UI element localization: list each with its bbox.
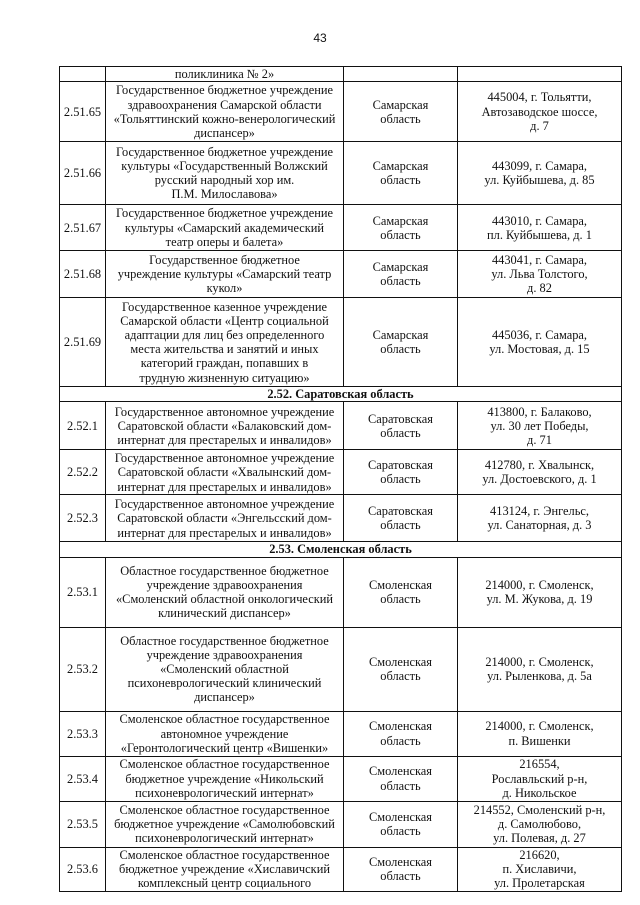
institution-name-line: автономное учреждение	[160, 726, 289, 741]
institution-name	[106, 450, 344, 495]
region-line: область	[380, 472, 421, 487]
table-row	[60, 627, 622, 711]
region	[344, 711, 458, 756]
region	[344, 495, 458, 542]
page-number: 43	[313, 31, 327, 45]
item-number: 2.53.6	[60, 847, 106, 891]
address-line: 445004, г. Тольятти,	[487, 90, 592, 105]
address-line: д. Самолюбово,	[497, 817, 582, 831]
region-line: область	[380, 111, 421, 126]
region-line: Смоленская	[369, 654, 432, 669]
table-row	[60, 251, 622, 298]
region-line: область	[380, 669, 421, 684]
institution-name	[106, 205, 344, 251]
registry-table	[59, 66, 622, 892]
institution-name-line: клинический диспансер»	[158, 606, 291, 621]
institution-name-line: психоневрологический интернат»	[135, 831, 314, 846]
table-row	[60, 557, 622, 627]
address-line: ул. Куйбышева, д. 85	[484, 173, 595, 188]
institution-name-line: Саратовской области «Хвалынский дом-	[117, 465, 332, 480]
institution-name-line: Смоленское областное государственное	[119, 712, 330, 727]
address	[458, 67, 622, 82]
address	[458, 402, 622, 450]
item-number: 2.53.4	[60, 756, 106, 801]
institution-name-line: «Геронтологический центр «Вишенки»	[120, 740, 329, 755]
item-number: 2.52.2	[60, 450, 106, 495]
institution-name-line: Государственное бюджетное	[149, 252, 300, 267]
item-number: 2.51.65	[60, 82, 106, 142]
address-line: Рославльский р-н,	[491, 771, 588, 786]
institution-name	[106, 82, 344, 142]
address-line: 443099, г. Самара,	[491, 159, 588, 173]
item-number: 2.51.68	[60, 251, 106, 298]
region	[344, 801, 458, 847]
region-line: область	[380, 518, 421, 533]
institution-name-line: учреждение здравоохранения	[146, 647, 303, 662]
item-number: 2.53.3	[60, 711, 106, 756]
institution-name-line: Смоленское областное государственное	[119, 802, 330, 817]
region	[344, 756, 458, 801]
institution-name-line: диспансер»	[194, 125, 255, 140]
address-line: ул. Рыленкова, д. 5а	[487, 669, 592, 684]
address-line: ул. 30 лет Победы,	[490, 418, 589, 433]
region-line: область	[380, 173, 421, 188]
institution-name-line: Областное государственное бюджетное	[120, 633, 329, 648]
address	[458, 142, 622, 205]
address	[458, 557, 622, 627]
address-line: 216554,	[519, 757, 560, 772]
region-line: Самарская	[372, 213, 429, 228]
institution-name-line: русский народный хор им.	[154, 173, 295, 188]
table-row	[60, 756, 622, 801]
institution-name-line: категорий граждан, попавших в	[140, 356, 309, 371]
region-line: Самарская	[372, 159, 429, 173]
address-line: ул. Достоевского, д. 1	[482, 472, 597, 487]
address-line: д. 71	[527, 433, 552, 447]
institution-name-line: интернат для престарелых и инвалидов»	[117, 479, 332, 494]
address-line: 216620,	[519, 847, 560, 862]
institution-name-line: диспансер»	[194, 690, 255, 705]
institution-name-line: места жительства и занятий и иных	[130, 342, 319, 357]
institution-name-line: бюджетное учреждение «Самолюбовский	[114, 817, 335, 831]
region-line: область	[380, 425, 421, 440]
institution-name-line: Государственное автономное учреждение	[114, 497, 335, 512]
institution-name	[106, 557, 344, 627]
table-row	[60, 495, 622, 542]
address-line: 445036, г. Самара,	[491, 328, 588, 342]
address-line: ул. Санаторная, д. 3	[487, 518, 592, 533]
item-number: 2.52.1	[60, 402, 106, 450]
address-line: д. 7	[530, 118, 549, 133]
institution-name	[106, 298, 344, 387]
institution-name-line: психоневрологический клинический	[127, 676, 322, 691]
item-number	[60, 67, 106, 82]
address-line: д. 82	[527, 281, 552, 296]
region-line: Саратовская	[368, 411, 433, 426]
institution-name-line: театр оперы и балета»	[165, 234, 284, 249]
institution-name-line: Государственное казенное учреждение	[122, 299, 327, 314]
region	[344, 402, 458, 450]
institution-name-line: учреждение здравоохранения	[146, 577, 303, 592]
institution-name-line: П.М. Милославова»	[171, 187, 278, 202]
address	[458, 298, 622, 387]
address-line: 214000, г. Смоленск,	[485, 719, 594, 734]
item-number: 2.51.69	[60, 298, 106, 387]
institution-name	[106, 711, 344, 756]
address-line: ул. Мостовая, д. 15	[489, 342, 590, 357]
institution-name-line: психоневрологический интернат»	[135, 785, 314, 800]
item-number: 2.52.3	[60, 495, 106, 542]
region-line: область	[380, 274, 421, 289]
region-line: Самарская	[372, 97, 429, 112]
section-row	[60, 542, 622, 557]
address	[458, 450, 622, 495]
region-line: область	[380, 592, 421, 607]
institution-name	[106, 847, 344, 891]
address-line: 214552, Смоленский р-н,	[473, 802, 606, 817]
institution-name-line: «Смоленский областной онкологический	[115, 592, 334, 607]
institution-name-line: трудную жизненную ситуацию»	[139, 370, 310, 385]
institution-name-line: здравоохранения Самарской области	[127, 97, 322, 112]
table-row	[60, 847, 622, 891]
address-line: п. Вишенки	[508, 733, 571, 748]
item-number: 2.53.2	[60, 627, 106, 711]
institution-name-line: Областное государственное бюджетное	[120, 563, 329, 578]
item-number: 2.53.5	[60, 801, 106, 847]
table-row	[60, 142, 622, 205]
institution-name-line: культуры «Государственный Волжский	[121, 159, 328, 173]
address	[458, 847, 622, 891]
region-line: область	[380, 869, 421, 884]
region	[344, 82, 458, 142]
region-line: Самарская	[372, 260, 429, 274]
region-line: Самарская	[372, 328, 429, 342]
address	[458, 711, 622, 756]
table-row	[60, 82, 622, 142]
region-line: Смоленская	[369, 764, 432, 779]
region-line: область	[380, 342, 421, 357]
address-line: пл. Куйбышева, д. 1	[487, 227, 592, 242]
table-row	[60, 205, 622, 251]
institution-name	[106, 402, 344, 450]
institution-name	[106, 627, 344, 711]
address-line: д. Никольское	[502, 785, 577, 800]
address-line: 443041, г. Самара,	[491, 252, 588, 267]
region-line: Смоленская	[369, 577, 432, 592]
institution-name-line: Саратовской области «Энгельсский дом-	[117, 511, 332, 526]
address-line: 214000, г. Смоленск,	[485, 577, 594, 592]
section-heading: 2.53. Смоленская область	[60, 542, 622, 557]
region-line: Смоленская	[369, 854, 432, 869]
institution-name-line: бюджетное учреждение «Никольский	[125, 771, 324, 786]
table-row	[60, 801, 622, 847]
section-heading: 2.52. Саратовская область	[60, 387, 622, 402]
item-number: 2.53.1	[60, 557, 106, 627]
address-line: ул. Полевая, д. 27	[493, 831, 586, 846]
institution-name-line: учреждение культуры «Самарский театр	[117, 267, 332, 282]
address-line: ул. М. Жукова, д. 19	[486, 592, 593, 607]
section-row	[60, 387, 622, 402]
institution-name-line: кукол»	[206, 281, 243, 296]
address	[458, 251, 622, 298]
region-line: область	[380, 824, 421, 839]
address-line: 443010, г. Самара,	[491, 213, 588, 228]
institution-name	[106, 251, 344, 298]
address-line: 413124, г. Энгельс,	[490, 504, 589, 519]
institution-name	[106, 67, 344, 82]
institution-name-line: бюджетное учреждение «Хиславичский	[119, 862, 330, 876]
region-line: область	[380, 227, 421, 242]
institution-name-line: «Смоленский областной	[160, 662, 289, 676]
table-row	[60, 450, 622, 495]
address-line: ул. Льва Толстого,	[491, 267, 588, 282]
institution-name-line: поликлиника № 2»	[174, 67, 275, 81]
region	[344, 627, 458, 711]
region-line: Саратовская	[368, 504, 433, 519]
region-line: Смоленская	[369, 809, 432, 824]
region	[344, 205, 458, 251]
item-number: 2.51.66	[60, 142, 106, 205]
institution-name-line: Государственное бюджетное учреждение	[115, 144, 334, 159]
institution-name-line: Смоленское областное государственное	[119, 757, 330, 772]
region	[344, 142, 458, 205]
institution-name	[106, 756, 344, 801]
address	[458, 756, 622, 801]
table-row	[60, 711, 622, 756]
institution-name	[106, 142, 344, 205]
region	[344, 251, 458, 298]
institution-name-line: интернат для престарелых и инвалидов»	[117, 525, 332, 540]
institution-name-line: Смоленское областное государственное	[119, 847, 330, 862]
region-line: Смоленская	[369, 719, 432, 734]
institution-name-line: Государственное автономное учреждение	[114, 451, 335, 466]
address-line: ул. Пролетарская	[494, 876, 585, 891]
institution-name-line: Государственное бюджетное учреждение	[115, 83, 334, 98]
table-row	[60, 298, 622, 387]
institution-name-line: «Тольяттинский кожно-венерологический	[113, 111, 336, 126]
address	[458, 801, 622, 847]
address-line: 214000, г. Смоленск,	[485, 654, 594, 669]
address	[458, 82, 622, 142]
region-line: область	[380, 778, 421, 793]
address	[458, 627, 622, 711]
item-number: 2.51.67	[60, 205, 106, 251]
region	[344, 847, 458, 891]
region	[344, 557, 458, 627]
institution-name-line: адаптации для лиц без определенного	[124, 328, 325, 342]
address-line: 412780, г. Хвалынск,	[484, 458, 595, 473]
institution-name	[106, 801, 344, 847]
institution-name-line: культуры «Самарский академический	[124, 220, 325, 235]
table-row	[60, 402, 622, 450]
region	[344, 67, 458, 82]
table-row	[60, 67, 622, 82]
address	[458, 205, 622, 251]
region-line: Саратовская	[368, 458, 433, 473]
institution-name-line: интернат для престарелых и инвалидов»	[117, 433, 332, 447]
institution-name-line: Самарской области «Центр социальной	[120, 313, 329, 328]
address-line: п. Хиславичи,	[502, 862, 577, 876]
institution-name-line: Государственное бюджетное учреждение	[115, 206, 334, 221]
region-line: область	[380, 733, 421, 748]
address-line: 413800, г. Балаково,	[487, 404, 592, 419]
region	[344, 298, 458, 387]
institution-name-line: комплексный центр социального	[137, 876, 312, 891]
institution-name	[106, 495, 344, 542]
address-line: Автозаводское шоссе,	[481, 104, 598, 119]
address	[458, 495, 622, 542]
region	[344, 450, 458, 495]
institution-name-line: Государственное автономное учреждение	[114, 404, 335, 419]
institution-name-line: Саратовской области «Балаковский дом-	[117, 418, 332, 433]
